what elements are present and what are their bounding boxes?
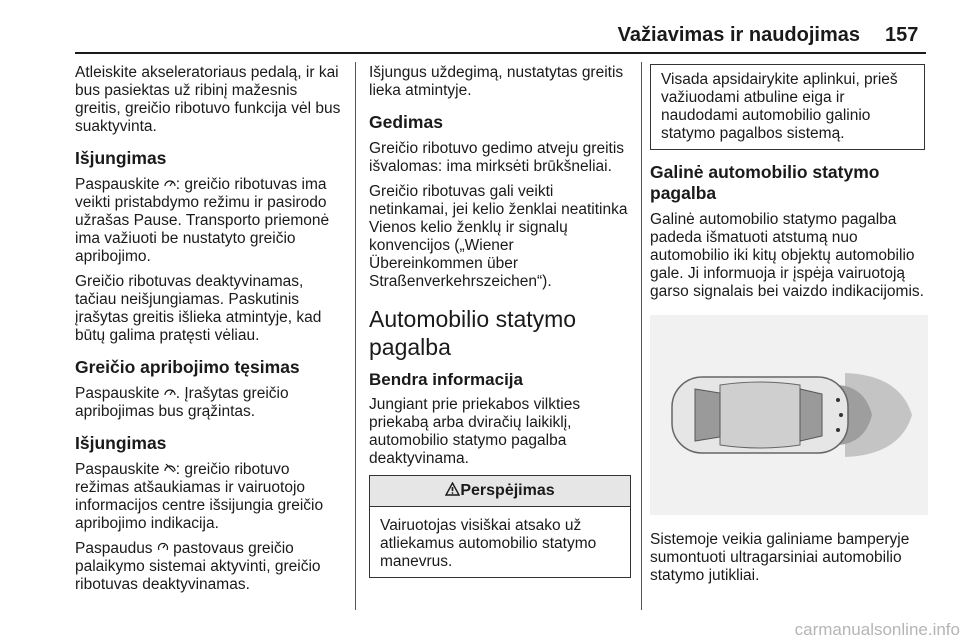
- column-divider: [355, 62, 356, 610]
- warning-box: [369, 475, 631, 578]
- column-1: [75, 64, 345, 601]
- paragraph: Greičio ribotuvas gali veikti netinkamai, jei kelio ženklai neatitinka Vienos kelio ženklų ir signalų konvencijos („Wiener Übereinkommen über Straßenverkehrszeichen“).: [369, 183, 628, 290]
- section-heading: Gedimas: [369, 112, 443, 132]
- parking-sensor-illustration: [650, 315, 928, 515]
- paragraph: Paspauskite : greičio ribotuvo režimas atšaukiamas ir vairuotojo informacijos centre išsijungia greičio apribojimo indikacija.: [75, 461, 324, 532]
- section-heading: Galinė automobilio statymo pagalba: [650, 162, 880, 203]
- cruise-control-icon: [157, 541, 169, 553]
- paragraph: Jungiant prie priekabos vilkties priekabą arba dviračių laikiklį, automobilio statymo pagalba deaktyvinama.: [369, 396, 581, 467]
- section-heading: Išjungimas: [75, 433, 167, 453]
- paragraph: Galinė automobilio statymo pagalba padeda išmatuoti atstumą nuo automobilio iki kitų objektų automobilio gale. Ji informuoja ir įspėja vairuotoją garso signalais bei vaizdo indikacijomis.: [650, 211, 924, 300]
- paragraph: Atleiskite akseleratoriaus pedalą, ir kai bus pasiektas už ribinį mažesnis greitis, greičio ribotuvo funkcija vėl bus suaktyvinta.: [75, 64, 341, 135]
- paragraph: Greičio ribotuvo gedimo atveju greitis išvalomas: ima mirksėti brūkšneliai.: [369, 140, 625, 175]
- chapter-heading: Automobilio statymo pagalba: [369, 306, 577, 360]
- notice-box: Visada apsidairykite aplinkui, prieš važiuodami atbuline eiga ir naudodami automobilio galinio statymo pagalbos sistemą.: [650, 64, 925, 150]
- subsection-heading: Bendra informacija: [369, 370, 523, 389]
- warning-triangle-icon: [445, 482, 460, 496]
- column-3: [650, 64, 925, 592]
- warning-title: Perspėjimas: [460, 482, 555, 499]
- speed-limiter-icon: [164, 177, 176, 189]
- header-title: Važiavimas ir naudojimas: [617, 24, 860, 46]
- page-number: 157: [885, 24, 919, 46]
- paragraph: Paspauskite : greičio ribotuvas ima veikti pristabdymo režimu ir pasirodo užrašas Pause. Transporto priemonė ima važiuoti be nustatyto greičio apribojimo.: [75, 176, 330, 265]
- column-divider: [641, 62, 642, 610]
- paragraph: Išjungus uždegimą, nustatytas greitis lieka atmintyje.: [369, 64, 624, 99]
- speed-limiter-icon: [164, 386, 176, 398]
- paragraph: Greičio ribotuvas deaktyvinamas, tačiau neišjungiamas. Paskutinis įrašytas greitis išlieka atmintyje, kad būtų galima pratęsti vėliau.: [75, 273, 322, 344]
- section-heading: Greičio apribojimo tęsimas: [75, 357, 300, 377]
- column-2: [369, 64, 631, 578]
- paragraph: Sistemoje veikia galiniame bamperyje sumontuoti ultragarsiniai automobilio statymo jutikliai.: [650, 531, 910, 584]
- paragraph: Paspaudus pastovaus greičio palaikymo sistemai aktyvinti, greičio ribotuvas deaktyvinamas.: [75, 540, 321, 593]
- header-rule: [75, 52, 926, 54]
- warning-text: Vairuotojas visiškai atsako už atliekamus automobilio statymo manevrus.: [380, 517, 597, 570]
- warning-header: [370, 476, 630, 507]
- watermark: carmanualsonline.info: [794, 620, 960, 639]
- car-top-view-image: [650, 315, 928, 515]
- section-heading: Išjungimas: [75, 148, 167, 168]
- paragraph: Paspauskite . Įrašytas greičio apribojimas bus grąžintas.: [75, 385, 289, 420]
- speed-limiter-off-icon: [164, 462, 176, 474]
